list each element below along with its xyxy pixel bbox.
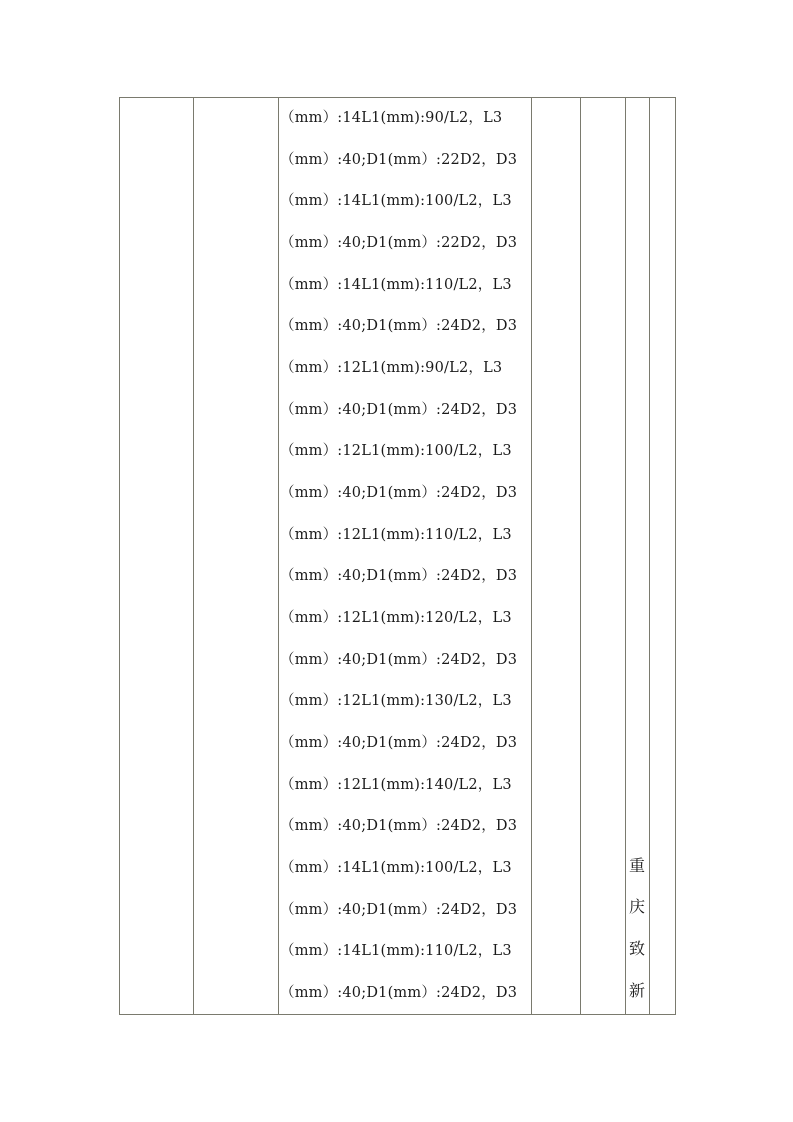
supplier-char: 新	[628, 981, 645, 1000]
spec-line: （mm）:40;D1(mm）:24D2，D3	[280, 985, 518, 1001]
spec-line: （mm）:14L1(mm):110/L2，L3	[280, 943, 512, 959]
spec-line: （mm）:40;D1(mm）:24D2，D3	[280, 652, 518, 668]
spec-line: （mm）:40;D1(mm）:24D2，D3	[280, 818, 518, 834]
spec-line: （mm）:12L1(mm):100/L2，L3	[280, 443, 512, 459]
spec-line: （mm）:12L1(mm):140/L2，L3	[280, 777, 512, 793]
spec-line: （mm）:12L1(mm):90/L2，L3	[280, 360, 503, 376]
spec-line: （mm）:40;D1(mm）:24D2，D3	[280, 735, 518, 751]
supplier-char: 重	[628, 856, 645, 875]
spec-line: （mm）:40;D1(mm）:24D2，D3	[280, 402, 518, 418]
column-divider	[625, 98, 626, 1014]
spec-line: （mm）:12L1(mm):130/L2，L3	[280, 693, 512, 709]
spec-line: （mm）:12L1(mm):110/L2，L3	[280, 527, 512, 543]
spec-line: （mm）:14L1(mm):90/L2，L3	[280, 110, 503, 126]
column-divider	[531, 98, 532, 1014]
spec-line: （mm）:40;D1(mm）:22D2，D3	[280, 235, 518, 251]
column-divider	[278, 98, 279, 1014]
spec-line: （mm）:40;D1(mm）:24D2，D3	[280, 485, 518, 501]
spec-line: （mm）:14L1(mm):100/L2，L3	[280, 193, 512, 209]
spec-line: （mm）:14L1(mm):110/L2，L3	[280, 277, 512, 293]
spec-line: （mm）:40;D1(mm）:22D2，D3	[280, 152, 518, 168]
column-divider	[193, 98, 194, 1014]
spec-line: （mm）:40;D1(mm）:24D2，D3	[280, 568, 518, 584]
column-divider	[649, 98, 650, 1014]
spec-line: （mm）:40;D1(mm）:24D2，D3	[280, 318, 518, 334]
spec-line: （mm）:12L1(mm):120/L2，L3	[280, 610, 512, 626]
column-divider	[580, 98, 581, 1014]
spec-table	[119, 97, 676, 1015]
supplier-char: 庆	[628, 897, 645, 916]
spec-line: （mm）:40;D1(mm）:24D2，D3	[280, 902, 518, 918]
spec-line: （mm）:14L1(mm):100/L2，L3	[280, 860, 512, 876]
supplier-char: 致	[628, 939, 645, 958]
